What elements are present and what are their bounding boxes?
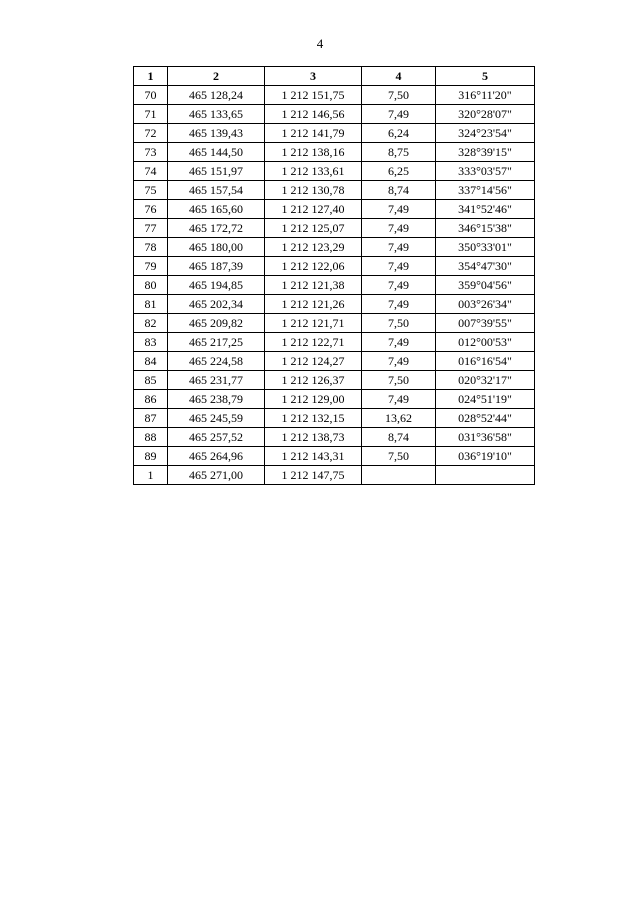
- cell-point-number: 74: [134, 162, 168, 181]
- cell-y-coordinate: 1 212 122,06: [265, 257, 362, 276]
- page-number: 4: [316, 36, 324, 51]
- table-row: [134, 105, 535, 124]
- table-row: [134, 181, 535, 200]
- cell-bearing: 320°28'07": [436, 105, 535, 124]
- cell-distance: 13,62: [362, 409, 436, 428]
- coordinates-table: [133, 66, 535, 485]
- cell-bearing: 012°00'53": [436, 333, 535, 352]
- cell-point-number: 80: [134, 276, 168, 295]
- cell-point-number: 78: [134, 238, 168, 257]
- table-body: [134, 86, 535, 485]
- cell-x-coordinate: 465 224,58: [168, 352, 265, 371]
- cell-x-coordinate: 465 187,39: [168, 257, 265, 276]
- cell-point-number: 83: [134, 333, 168, 352]
- table-row: [134, 162, 535, 181]
- cell-distance: 8,74: [362, 428, 436, 447]
- cell-distance: 7,49: [362, 238, 436, 257]
- cell-x-coordinate: 465 217,25: [168, 333, 265, 352]
- cell-point-number: 70: [134, 86, 168, 105]
- table-row: [134, 200, 535, 219]
- cell-y-coordinate: 1 212 129,00: [265, 390, 362, 409]
- cell-y-coordinate: 1 212 151,75: [265, 86, 362, 105]
- table-row: [134, 333, 535, 352]
- cell-distance: 8,74: [362, 181, 436, 200]
- cell-x-coordinate: 465 202,34: [168, 295, 265, 314]
- cell-x-coordinate: 465 165,60: [168, 200, 265, 219]
- cell-x-coordinate: 465 180,00: [168, 238, 265, 257]
- cell-point-number: 1: [134, 466, 168, 485]
- cell-x-coordinate: 465 194,85: [168, 276, 265, 295]
- table-row: [134, 466, 535, 485]
- header-point-number: 1: [134, 67, 168, 86]
- cell-point-number: 72: [134, 124, 168, 143]
- cell-distance: 7,49: [362, 352, 436, 371]
- cell-point-number: 86: [134, 390, 168, 409]
- table-row: [134, 314, 535, 333]
- cell-x-coordinate: 465 238,79: [168, 390, 265, 409]
- cell-y-coordinate: 1 212 123,29: [265, 238, 362, 257]
- cell-x-coordinate: 465 257,52: [168, 428, 265, 447]
- cell-y-coordinate: 1 212 143,31: [265, 447, 362, 466]
- table-row: [134, 124, 535, 143]
- cell-bearing: 016°16'54": [436, 352, 535, 371]
- cell-y-coordinate: 1 212 133,61: [265, 162, 362, 181]
- cell-distance: 7,49: [362, 295, 436, 314]
- cell-distance: 7,50: [362, 314, 436, 333]
- cell-x-coordinate: 465 264,96: [168, 447, 265, 466]
- cell-x-coordinate: 465 209,82: [168, 314, 265, 333]
- cell-x-coordinate: 465 172,72: [168, 219, 265, 238]
- cell-distance: [362, 466, 436, 485]
- cell-y-coordinate: 1 212 141,79: [265, 124, 362, 143]
- cell-distance: 8,75: [362, 143, 436, 162]
- header-row: [134, 67, 535, 86]
- cell-bearing: [436, 466, 535, 485]
- table-row: [134, 219, 535, 238]
- cell-y-coordinate: 1 212 121,71: [265, 314, 362, 333]
- cell-distance: 7,49: [362, 390, 436, 409]
- cell-bearing: 020°32'17": [436, 371, 535, 390]
- cell-y-coordinate: 1 212 121,38: [265, 276, 362, 295]
- cell-x-coordinate: 465 151,97: [168, 162, 265, 181]
- cell-y-coordinate: 1 212 147,75: [265, 466, 362, 485]
- table-row: [134, 390, 535, 409]
- cell-distance: 6,24: [362, 124, 436, 143]
- cell-bearing: 328°39'15": [436, 143, 535, 162]
- cell-x-coordinate: 465 139,43: [168, 124, 265, 143]
- table-row: [134, 371, 535, 390]
- cell-distance: 7,49: [362, 219, 436, 238]
- table-row: [134, 86, 535, 105]
- table-row: [134, 447, 535, 466]
- cell-y-coordinate: 1 212 125,07: [265, 219, 362, 238]
- cell-y-coordinate: 1 212 122,71: [265, 333, 362, 352]
- cell-bearing: 007°39'55": [436, 314, 535, 333]
- cell-distance: 7,50: [362, 447, 436, 466]
- cell-point-number: 71: [134, 105, 168, 124]
- cell-y-coordinate: 1 212 121,26: [265, 295, 362, 314]
- cell-point-number: 87: [134, 409, 168, 428]
- table-row: [134, 143, 535, 162]
- cell-x-coordinate: 465 128,24: [168, 86, 265, 105]
- cell-x-coordinate: 465 245,59: [168, 409, 265, 428]
- cell-point-number: 88: [134, 428, 168, 447]
- cell-y-coordinate: 1 212 146,56: [265, 105, 362, 124]
- header-distance: 4: [362, 67, 436, 86]
- table-row: [134, 352, 535, 371]
- cell-point-number: 75: [134, 181, 168, 200]
- cell-distance: 7,50: [362, 86, 436, 105]
- cell-y-coordinate: 1 212 130,78: [265, 181, 362, 200]
- cell-y-coordinate: 1 212 132,15: [265, 409, 362, 428]
- table-row: [134, 409, 535, 428]
- cell-bearing: 341°52'46": [436, 200, 535, 219]
- cell-point-number: 85: [134, 371, 168, 390]
- cell-x-coordinate: 465 271,00: [168, 466, 265, 485]
- cell-x-coordinate: 465 157,54: [168, 181, 265, 200]
- cell-distance: 7,50: [362, 371, 436, 390]
- cell-bearing: 333°03'57": [436, 162, 535, 181]
- cell-distance: 7,49: [362, 333, 436, 352]
- cell-point-number: 89: [134, 447, 168, 466]
- cell-distance: 7,49: [362, 257, 436, 276]
- cell-distance: 6,25: [362, 162, 436, 181]
- cell-bearing: 337°14'56": [436, 181, 535, 200]
- cell-x-coordinate: 465 144,50: [168, 143, 265, 162]
- table-row: [134, 295, 535, 314]
- cell-point-number: 73: [134, 143, 168, 162]
- table-row: [134, 257, 535, 276]
- cell-distance: 7,49: [362, 200, 436, 219]
- cell-y-coordinate: 1 212 138,73: [265, 428, 362, 447]
- table-header: [134, 67, 535, 86]
- cell-y-coordinate: 1 212 138,16: [265, 143, 362, 162]
- cell-bearing: 028°52'44": [436, 409, 535, 428]
- cell-distance: 7,49: [362, 276, 436, 295]
- table-row: [134, 428, 535, 447]
- cell-bearing: 354°47'30": [436, 257, 535, 276]
- cell-distance: 7,49: [362, 105, 436, 124]
- cell-point-number: 81: [134, 295, 168, 314]
- header-bearing: 5: [436, 67, 535, 86]
- cell-point-number: 79: [134, 257, 168, 276]
- cell-point-number: 84: [134, 352, 168, 371]
- cell-y-coordinate: 1 212 127,40: [265, 200, 362, 219]
- table-row: [134, 276, 535, 295]
- table-row: [134, 238, 535, 257]
- cell-point-number: 82: [134, 314, 168, 333]
- cell-bearing: 031°36'58": [436, 428, 535, 447]
- cell-point-number: 76: [134, 200, 168, 219]
- cell-x-coordinate: 465 231,77: [168, 371, 265, 390]
- cell-bearing: 346°15'38": [436, 219, 535, 238]
- cell-point-number: 77: [134, 219, 168, 238]
- cell-bearing: 003°26'34": [436, 295, 535, 314]
- cell-x-coordinate: 465 133,65: [168, 105, 265, 124]
- cell-y-coordinate: 1 212 126,37: [265, 371, 362, 390]
- cell-bearing: 024°51'19": [436, 390, 535, 409]
- cell-y-coordinate: 1 212 124,27: [265, 352, 362, 371]
- cell-bearing: 036°19'10": [436, 447, 535, 466]
- cell-bearing: 316°11'20": [436, 86, 535, 105]
- header-x-coordinate: 2: [168, 67, 265, 86]
- cell-bearing: 359°04'56": [436, 276, 535, 295]
- cell-bearing: 324°23'54": [436, 124, 535, 143]
- header-y-coordinate: 3: [265, 67, 362, 86]
- cell-bearing: 350°33'01": [436, 238, 535, 257]
